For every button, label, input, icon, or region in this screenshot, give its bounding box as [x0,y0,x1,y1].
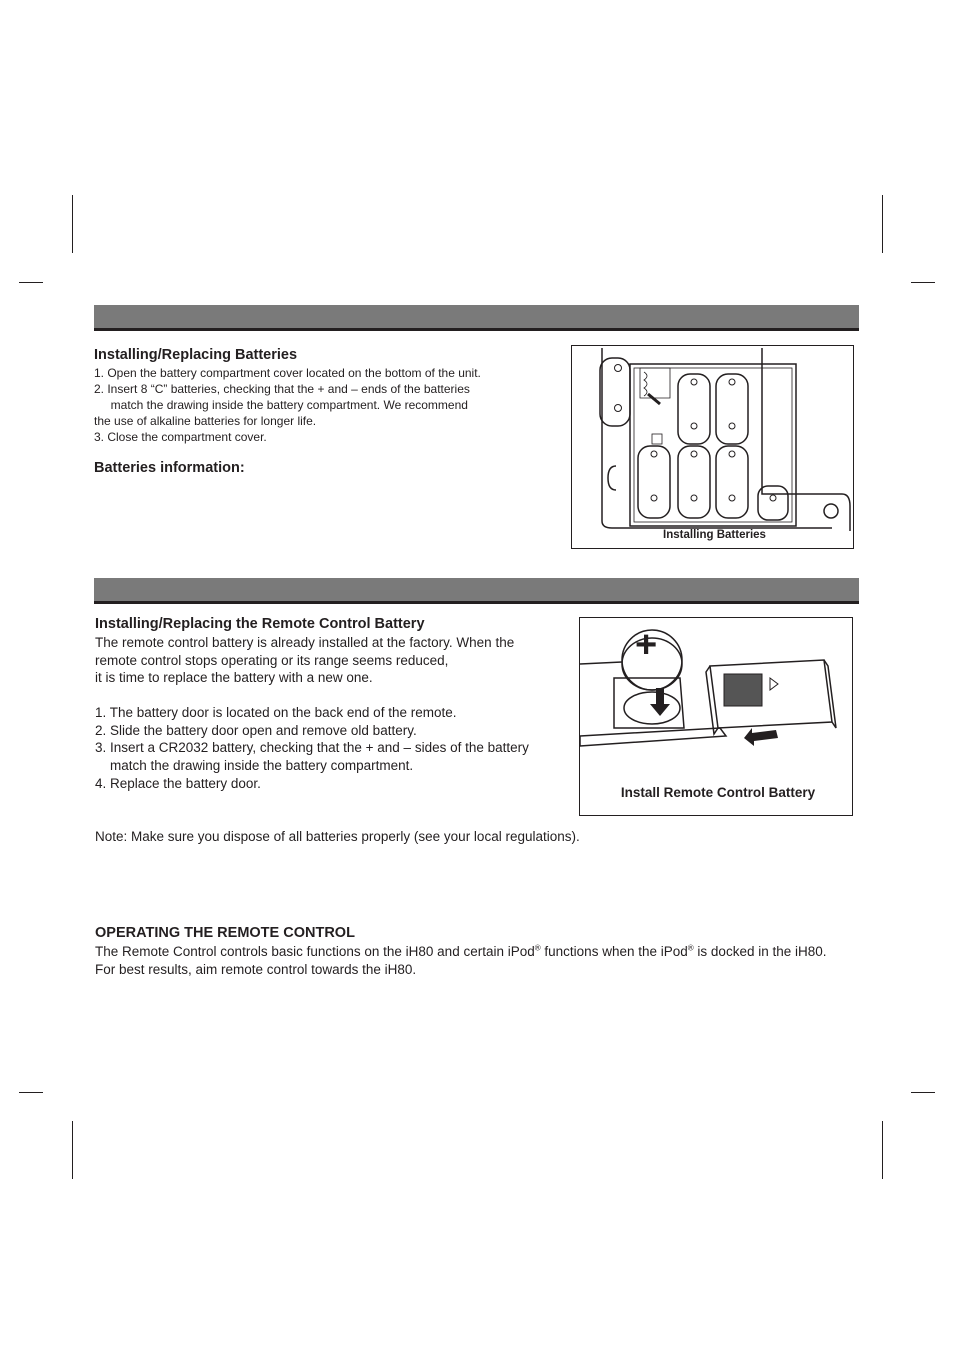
step-item: 4. Replace the battery door. [95,776,261,791]
remote-battery-illustration [580,618,852,763]
crop-mark [72,195,73,253]
battery-figure [571,345,854,549]
section-heading: Installing/Replacing Batteries [94,347,298,363]
crop-mark [19,1092,43,1093]
section-heading: OPERATING THE REMOTE CONTROL [95,925,355,941]
crop-mark [882,195,883,253]
step-item: 1. The battery door is located on the back end of the remote. [95,705,457,720]
intro-text: The remote control battery is already installed at the factory. When the [95,635,515,650]
step-item: 3. Close the compartment cover. [94,430,267,444]
remote-battery-figure [579,617,853,816]
operating-text [95,943,827,961]
step-item: 2. Slide the battery door open and remove old battery. [95,723,417,738]
operating-text-part: The Remote Control controls basic functions on the iH80 and certain iPod [95,944,535,959]
step-item: 2. Insert 8 “C” batteries, checking that the + and – ends of the batteries [94,382,470,396]
crop-mark [882,1121,883,1179]
coin-plus-symbol: + [635,624,658,666]
intro-text: it is time to replace the battery with a new one. [95,670,373,685]
section-header-bar [94,305,859,331]
step-item: match the drawing inside the battery compartment. [95,758,414,773]
subheading: Batteries information: [94,460,245,476]
registered-mark: ® [534,943,541,953]
operating-text-part: is docked in the iH80. [693,944,827,959]
operating-text-part: functions when the iPod [540,944,688,959]
step-item: 3. Insert a CR2032 battery, checking that the + and – sides of the battery [95,740,529,755]
intro-text: remote control stops operating or its range seems reduced, [95,653,449,668]
section-header-bar [94,578,859,604]
disposal-note: Note: Make sure you dispose of all batteries properly (see your local regulations). [95,829,580,844]
crop-mark [19,282,43,283]
step-item: 1. Open the battery compartment cover located on the bottom of the unit. [94,366,481,380]
step-item: match the drawing inside the battery compartment. We recommend [94,398,468,412]
operating-text: For best results, aim remote control towards the iH80. [95,962,417,977]
figure-caption: Installing Batteries [663,529,766,541]
section-heading: Installing/Replacing the Remote Control Battery [95,616,425,632]
crop-mark [72,1121,73,1179]
battery-compartment-illustration [572,346,853,531]
crop-mark [911,1092,935,1093]
crop-mark [911,282,935,283]
step-item: the use of alkaline batteries for longer life. [94,414,317,428]
registered-mark: ® [687,943,694,953]
figure-caption: Install Remote Control Battery [620,785,816,800]
